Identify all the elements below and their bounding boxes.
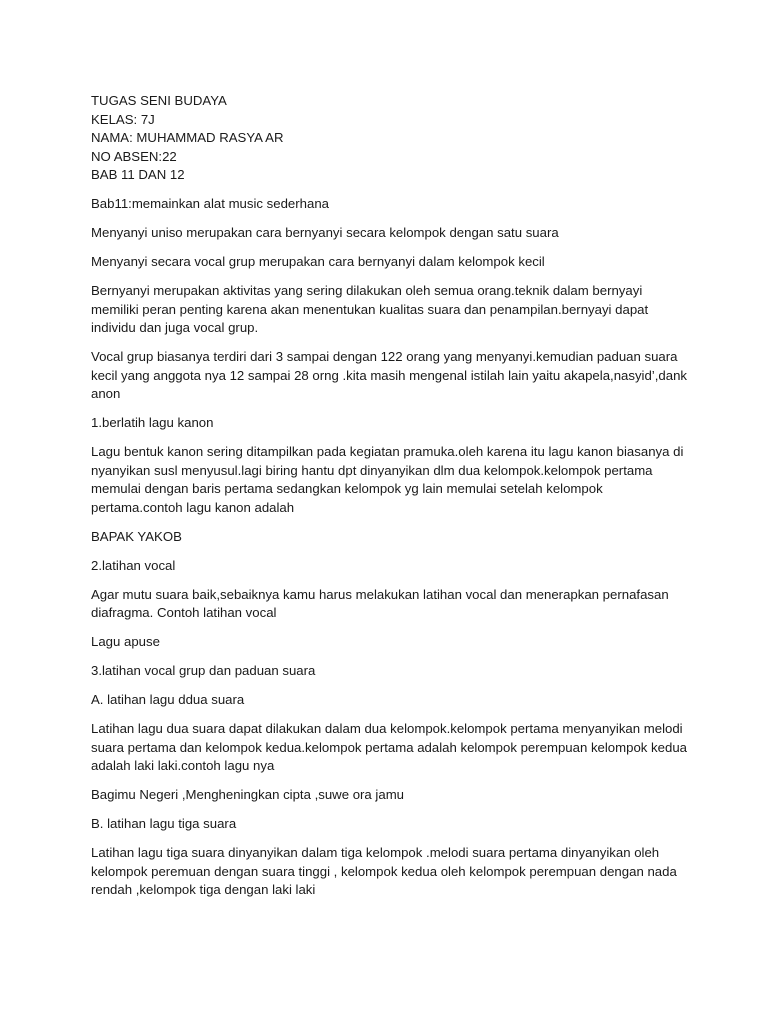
document-page [91,92,691,900]
paragraph-latihan-vocal: Agar mutu suara baik,sebaiknya kamu harus melakukan latihan vocal dan menerapkan pernafasan diafragma. Contoh latihan vocal [91,586,669,620]
paragraph-vocal-grup-size: Vocal grup biasanya terdiri dari 3 sampai dengan 122 orang yang menyanyi.kemudian paduan suara kecil yang anggota nya 12 sampai 28 orng .kita masih mengenal istilah lain yaitu akapela,nasyid’,dank anon [91,349,688,401]
paragraph-kanon: Lagu bentuk kanon sering ditampilkan pada kegiatan pramuka.oleh karena itu lagu kanon biasanya di nyanyikan susl menyusul.lagi biring hantu dpt dinyanyikan dlm dua kelompok.kelompok pertama memulai dengan baris pertama sedangkan kelompok yg lain memulai setelah kelompok pertama.contoh lagu kanon adalah [91,444,684,515]
heading-kanon: 1.berlatih lagu kanon [91,415,214,430]
header-chapter: BAB 11 DAN 12 [91,167,185,182]
song-bapak-yakob: BAPAK YAKOB [91,528,182,544]
paragraph-bernyanyi: Bernyanyi merupakan aktivitas yang sering dilakukan oleh semua orang.teknik dalam bernyayi memiliki peran penting karena akan menentukan kualitas suara dan penampilan.bernyayi dapat individu dan juga vocal grup. [91,283,649,335]
heading-dua-suara: A. latihan lagu ddua suara [91,692,245,707]
heading-tiga-suara: B. latihan lagu tiga suara [91,816,237,831]
header-name: NAMA: MUHAMMAD RASYA AR [91,130,284,145]
paragraph-uniso: Menyanyi uniso merupakan cara bernyanyi secara kelompok dengan satu suara [91,225,559,240]
document-header [91,92,691,185]
songs-dua-suara: Bagimu Negeri ,Mengheningkan cipta ,suwe ora jamu [91,787,405,802]
paragraph-dua-suara: Latihan lagu dua suara dapat dilakukan dalam dua kelompok.kelompok pertama menyanyikan melodi suara pertama dan kelompok kedua.kelompok pertama adalah kelompok perempuan kelompok kedua adalah laki laki.contoh lagu nya [91,721,687,773]
heading-vocal-grup-paduan: 3.latihan vocal grup dan paduan suara [91,663,316,678]
header-class: KELAS: 7J [91,111,155,127]
paragraph-vocal-grup: Menyanyi secara vocal grup merupakan cara bernyanyi dalam kelompok kecil [91,254,545,269]
heading-latihan-vocal: 2.latihan vocal [91,557,176,573]
paragraph-chapter-title: Bab11:memainkan alat music sederhana [91,196,329,211]
paragraph-tiga-suara: Latihan lagu tiga suara dinyanyikan dalam tiga kelompok .melodi suara pertama dinyanyikan oleh kelompok peremuan dengan suara tinggi , kelompok kedua oleh kelompok perempuan dengan nada rendah ,kelompok tiga dengan laki laki [91,845,677,897]
header-absen: NO ABSEN:22 [91,148,177,164]
song-lagu-apuse: Lagu apuse [91,634,160,649]
header-title: TUGAS SENI BUDAYA [91,93,227,108]
